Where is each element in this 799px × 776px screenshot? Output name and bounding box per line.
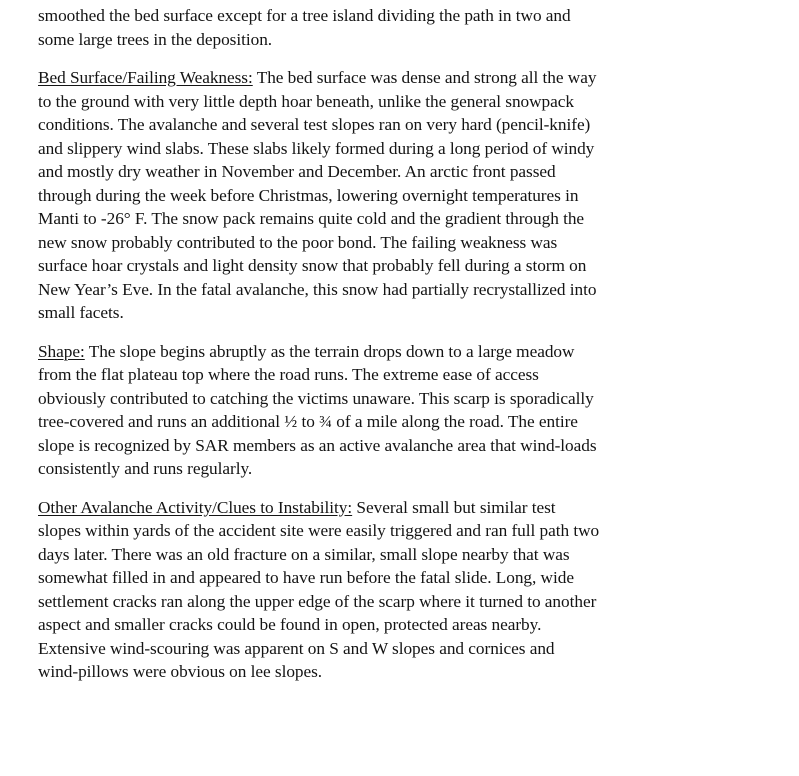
paragraph-other-activity xyxy=(38,496,779,684)
text-line: somewhat filled in and appeared to have run before the fatal slide. Long, wide xyxy=(38,568,574,587)
text-line-with-heading xyxy=(38,66,779,90)
section-heading-shape: Shape: xyxy=(38,341,85,361)
text-line: tree-covered and runs an additional ½ to ¾ of a mile along the road. The entire xyxy=(38,412,578,431)
text-line: small facets. xyxy=(38,303,124,322)
text-line: slopes within yards of the accident site were easily triggered and ran full path two xyxy=(38,521,600,540)
text-line: from the flat plateau top where the road runs. The extreme ease of access xyxy=(38,365,539,384)
paragraph-shape xyxy=(38,340,779,481)
text-line-with-heading xyxy=(38,340,779,364)
text-line: some large trees in the deposition. xyxy=(38,29,273,49)
text-line: surface hoar crystals and light density snow that probably fell during a storm on xyxy=(38,256,587,275)
text-line: wind-pillows were obvious on lee slopes. xyxy=(38,662,323,681)
text-line: and slippery wind slabs. These slabs likely formed during a long period of windy xyxy=(38,138,595,158)
text-line: new snow probably contributed to the poor bond. The failing weakness was xyxy=(38,232,558,252)
text-run: The slope begins abruptly as the terrain drops down to a large meadow xyxy=(84,341,575,361)
text-line: conditions. The avalanche and several test slopes ran on very hard (pencil-knife) xyxy=(38,115,591,134)
text-line: Extensive wind-scouring was apparent on S and W slopes and cornices and xyxy=(38,638,555,658)
text-run: Several small but similar test xyxy=(352,497,556,517)
text-line: consistently and runs regularly. xyxy=(38,459,253,478)
text-run: The bed surface was dense and strong all the way xyxy=(252,68,597,87)
paragraph-bed-surface xyxy=(38,66,779,325)
text-line: days later. There was an old fracture on a similar, small slope nearby that was xyxy=(38,544,570,564)
text-line: aspect and smaller cracks could be found in open, protected areas nearby. xyxy=(38,615,542,634)
paragraph-deposition xyxy=(38,4,779,51)
text-line: smoothed the bed surface except for a tree island dividing the path in two and xyxy=(38,6,571,25)
text-line: to the ground with very little depth hoar beneath, unlike the general snowpack xyxy=(38,91,574,111)
text-line: settlement cracks ran along the upper edge of the scarp where it turned to another xyxy=(38,591,597,611)
text-line: Manti to -26° F. The snow pack remains quite cold and the gradient through the xyxy=(38,209,585,228)
section-heading-bed-surface: Bed Surface/Failing Weakness: xyxy=(38,68,253,87)
text-line: obviously contributed to catching the victims unaware. This scarp is sporadically xyxy=(38,388,594,408)
text-line: and mostly dry weather in November and December. An arctic front passed xyxy=(38,162,556,181)
text-line: through during the week before Christmas, lowering overnight temperatures in xyxy=(38,185,579,205)
text-line-with-heading xyxy=(38,496,779,520)
text-line: New Year’s Eve. In the fatal avalanche, this snow had partially recrystallized into xyxy=(38,279,597,299)
text-line: slope is recognized by SAR members as an active avalanche area that wind-loads xyxy=(38,435,597,455)
section-heading-other-activity: Other Avalanche Activity/Clues to Instability: xyxy=(38,497,353,517)
